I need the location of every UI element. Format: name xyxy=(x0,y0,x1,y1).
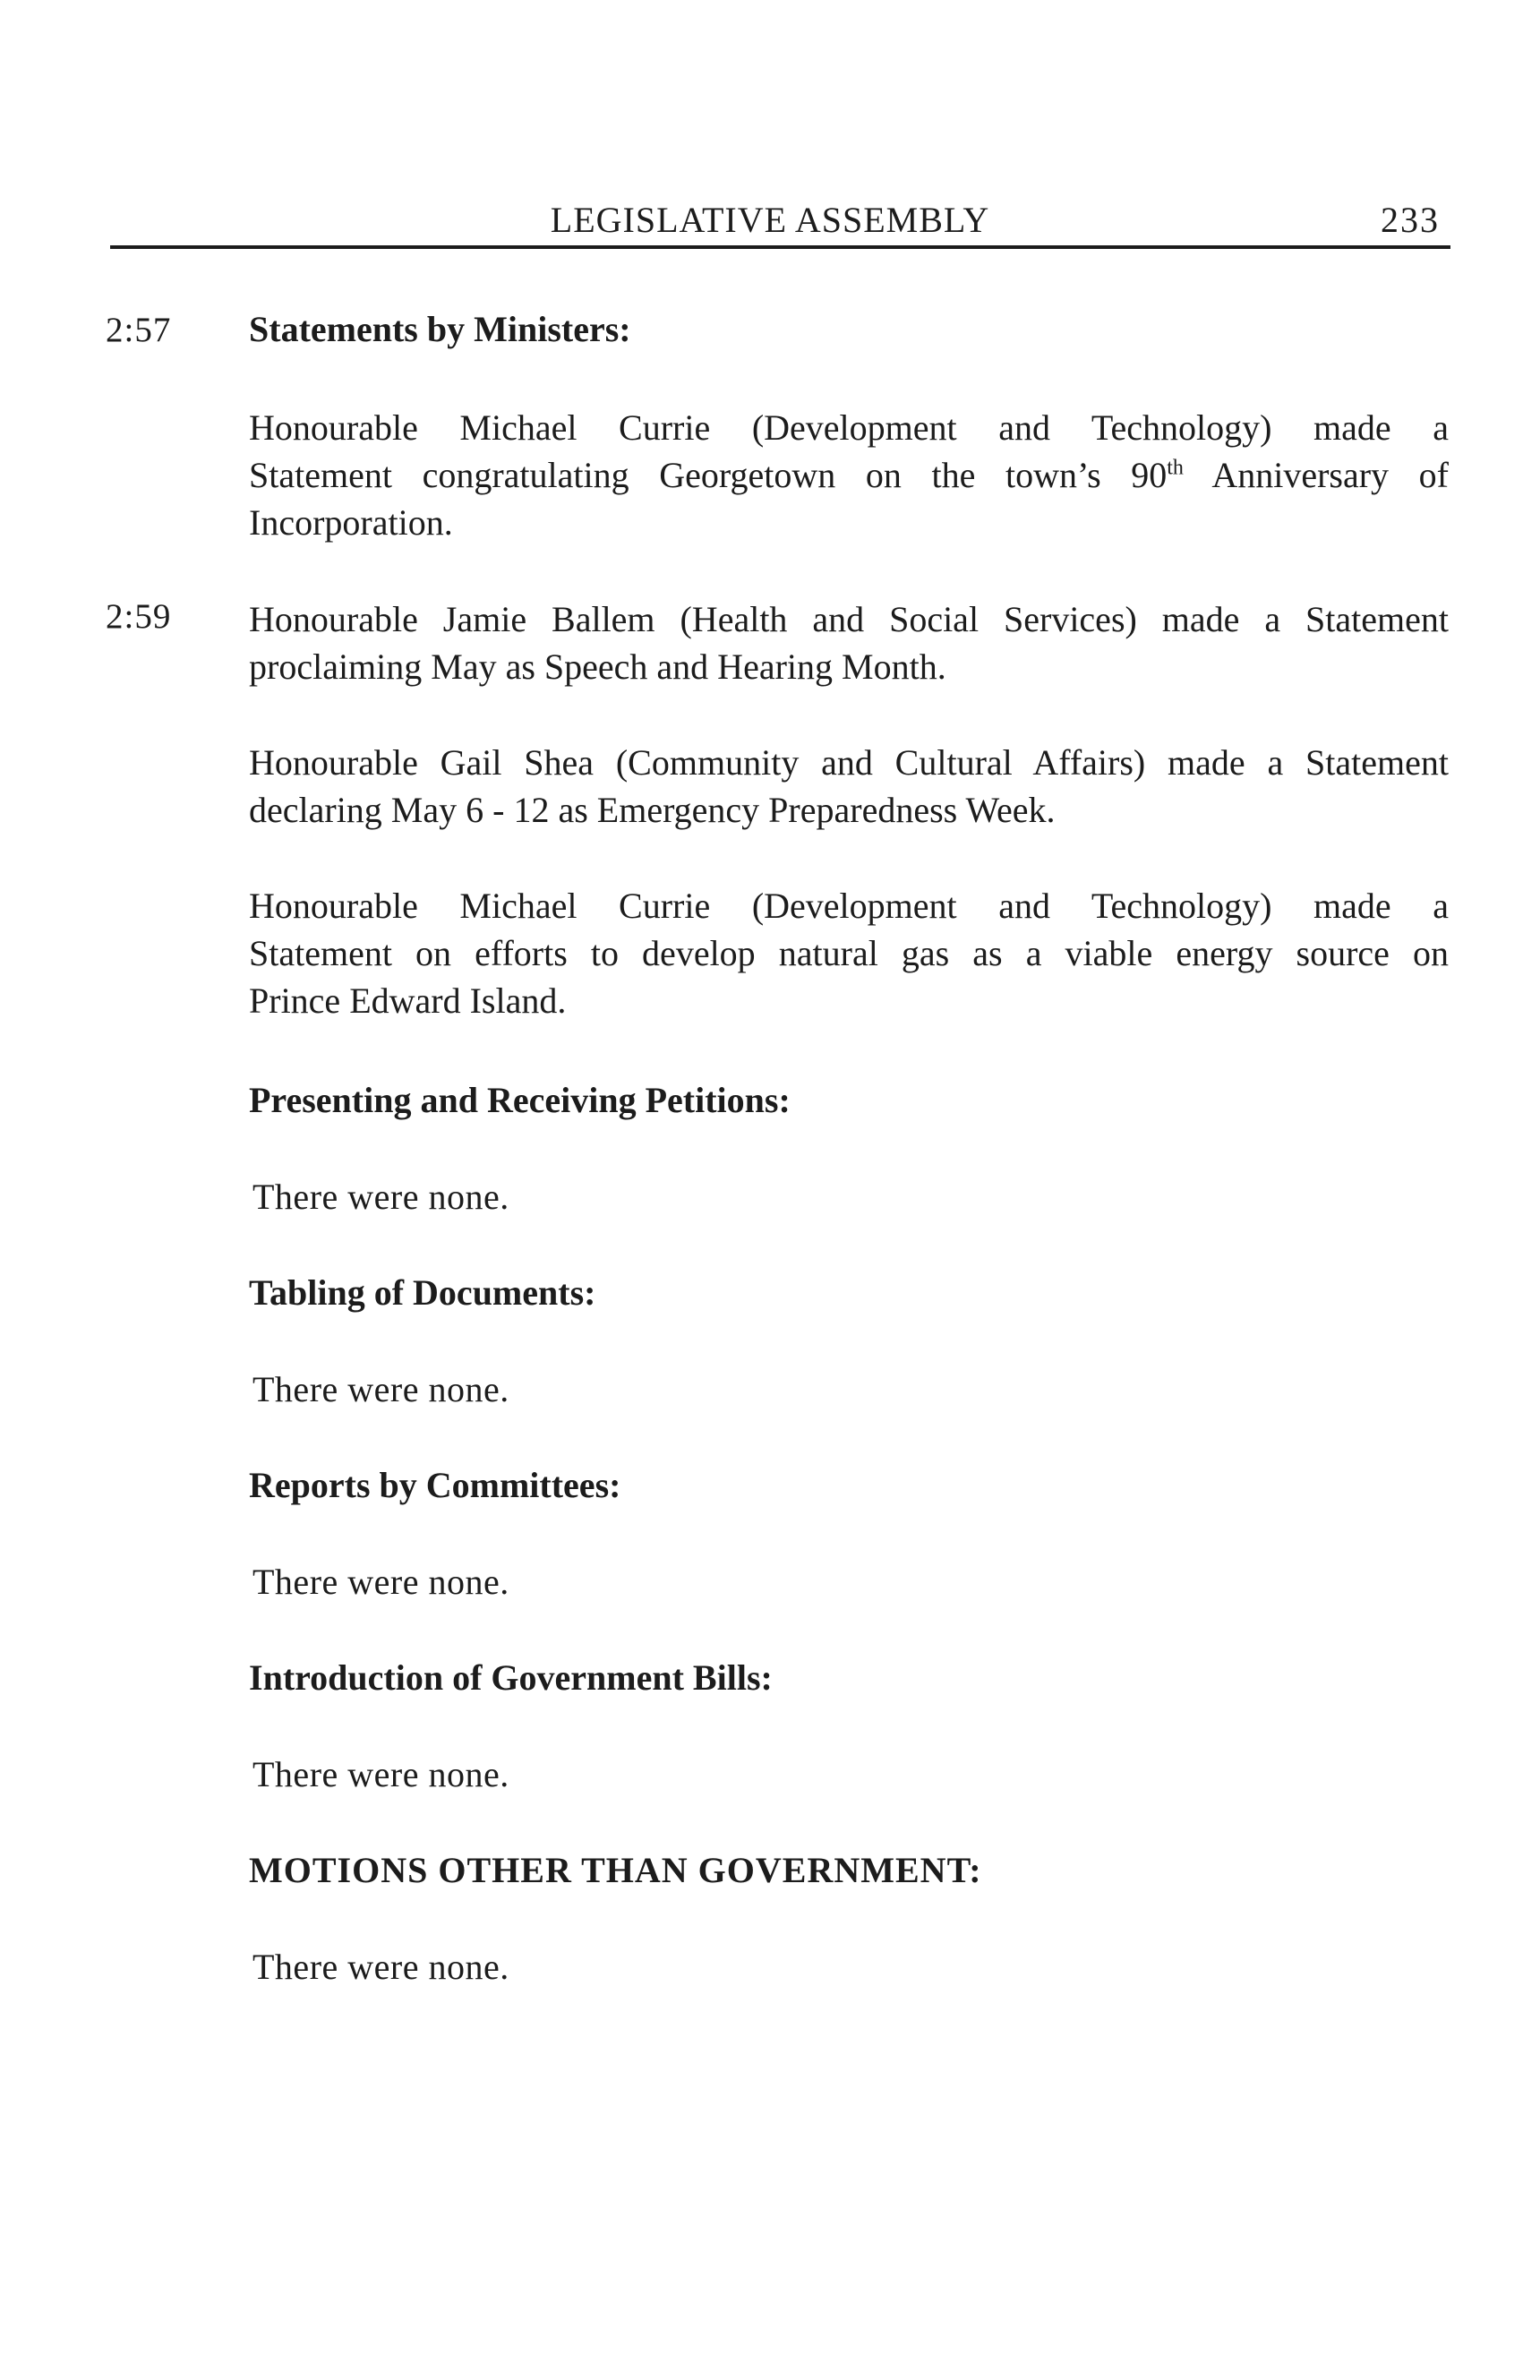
statement-1-line-2a: Statement congratulating Georgetown on the town’s 90 xyxy=(249,455,1168,495)
reports-text: There were none. xyxy=(252,1562,509,1602)
tabling-heading: Tabling of Documents: xyxy=(249,1272,596,1313)
statement-2-line-2: proclaiming May as Speech and Hearing Month. xyxy=(249,646,946,687)
running-header-title: LEGISLATIVE ASSEMBLY xyxy=(550,200,990,240)
statement-3-line-1: Honourable Gail Shea (Community and Cultural Affairs) made a Statement xyxy=(249,742,1449,783)
statement-paragraph-1 xyxy=(249,404,1449,546)
superscript-th: th xyxy=(1167,456,1184,480)
statement-1-line-2 xyxy=(249,451,1449,499)
statement-1-line-1: Honourable Michael Currie (Development and Technology) made a xyxy=(249,407,1449,448)
petitions-heading: Presenting and Receiving Petitions: xyxy=(249,1080,791,1120)
tabling-text: There were none. xyxy=(252,1369,509,1409)
statement-paragraph-2 xyxy=(249,595,1449,690)
statements-heading: Statements by Ministers: xyxy=(249,309,631,349)
reports-heading: Reports by Committees: xyxy=(249,1465,621,1505)
statement-1-line-3: Incorporation. xyxy=(249,502,453,543)
bills-heading: Introduction of Government Bills: xyxy=(249,1657,773,1698)
statement-paragraph-4 xyxy=(249,882,1449,1024)
statement-4-line-3: Prince Edward Island. xyxy=(249,980,567,1021)
statement-2-line-1: Honourable Jamie Ballem (Health and Social Services) made a Statement xyxy=(249,599,1449,639)
statement-paragraph-3 xyxy=(249,739,1449,834)
petitions-text: There were none. xyxy=(252,1177,509,1217)
time-stamp-2: 2:59 xyxy=(106,597,172,636)
statement-1-line-2b: Anniversary of xyxy=(1183,455,1449,495)
motions-text: There were none. xyxy=(252,1947,509,1987)
statement-4-line-1: Honourable Michael Currie (Development and Technology) made a xyxy=(249,886,1449,926)
page-number: 233 xyxy=(1381,200,1440,240)
bills-text: There were none. xyxy=(252,1754,509,1794)
statement-3-line-2: declaring May 6 - 12 as Emergency Preparedness Week. xyxy=(249,790,1056,830)
statement-4-line-2: Statement on efforts to develop natural gas as a viable energy source on xyxy=(249,933,1449,973)
motions-heading: MOTIONS OTHER THAN GOVERNMENT: xyxy=(249,1850,982,1890)
time-stamp-1: 2:57 xyxy=(106,311,172,349)
header-rule xyxy=(110,245,1450,249)
